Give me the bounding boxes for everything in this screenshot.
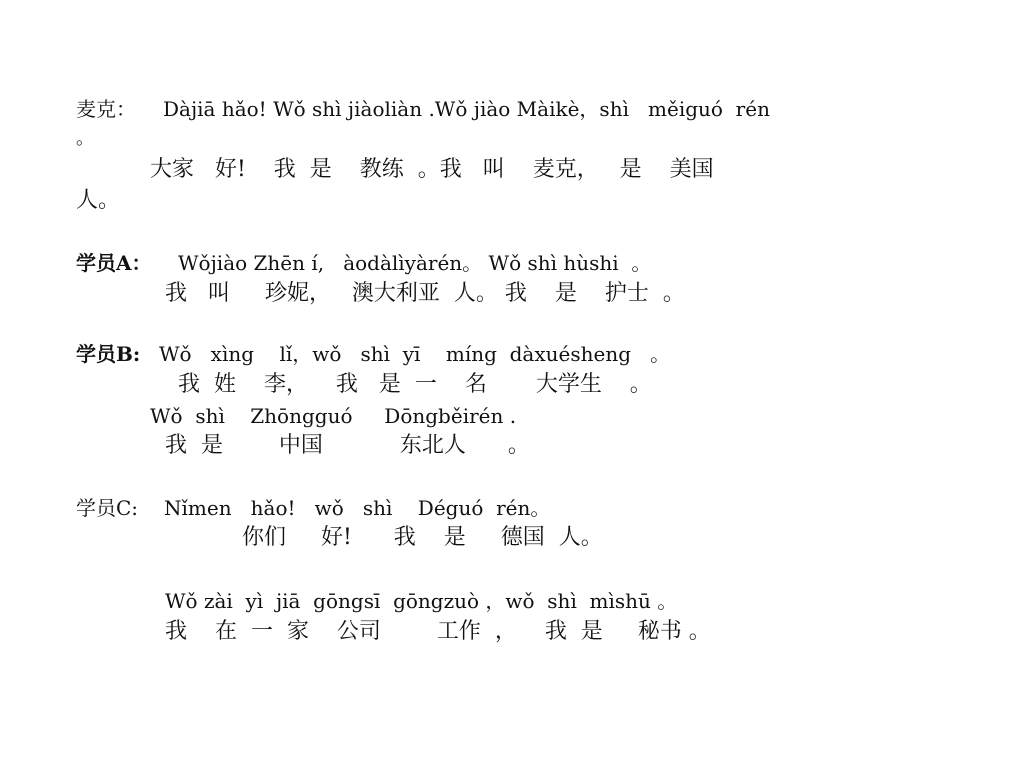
- student-b-hanzi: 我 姓 李， 我 是 一 名 大学生 。: [178, 372, 652, 397]
- mike-hanzi-tail: 人。: [76, 188, 121, 213]
- speaker-student-c: 学员C:: [76, 496, 139, 520]
- student-b-pinyin: Wǒ xìng lǐ，wǒ shì yī míng dàxuésheng 。: [159, 342, 671, 366]
- student-a-pinyin: Wǒjiào Zhēn í, àodàlìyàrén。 Wǒ shì hùshi 。: [178, 251, 652, 275]
- speaker-student-a: 学员A：: [76, 251, 152, 275]
- mike-pinyin-tail: 。: [76, 128, 94, 149]
- student-c-pinyin-2: Wǒ zài yì jiā gōngsī gōngzuò ，wǒ shì mìshū 。: [165, 589, 678, 613]
- speaker-mike: 麦克：: [76, 97, 136, 121]
- student-c-hanzi: 你们 好! 我 是 德国 人。: [242, 525, 603, 550]
- student-b-pinyin-2: Wǒ shì Zhōngguó Dōngběirén .: [150, 404, 517, 428]
- mike-hanzi: 大家 好! 我 是 教练 。我 叫 麦克， 是 美国: [150, 157, 714, 182]
- student-c-hanzi-2: 我 在 一 家 公司 工作 ， 我 是 秘书 。: [165, 619, 711, 644]
- speaker-student-b: 学员B:: [76, 342, 141, 366]
- student-b-hanzi-2: 我 是 中国 东北人 。: [165, 433, 530, 458]
- student-c-pinyin: Nǐmen hǎo! wǒ shì Déguó rén。: [164, 496, 551, 520]
- student-a-hanzi: 我 叫 珍妮， 澳大利亚 人。 我 是 护士 。: [165, 281, 685, 306]
- mike-pinyin: Dàjiā hǎo! Wǒ shì jiàoliàn .Wǒ jiào Màikè，shì měiguó rén: [163, 97, 770, 121]
